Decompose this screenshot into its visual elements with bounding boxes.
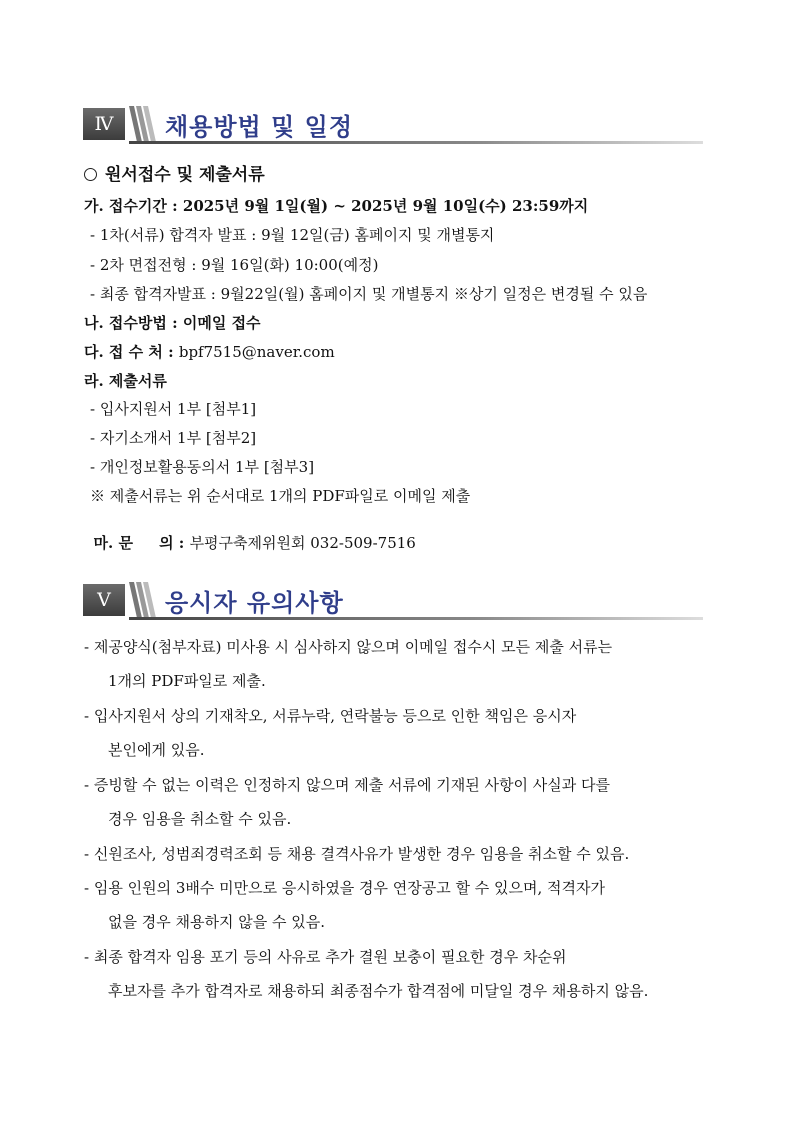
list-item: - 2차 면접전형 : 9월 16일(화) 10:00(예정) [90, 256, 379, 274]
list-item: - 자기소개서 1부 [첨부2] [90, 429, 257, 447]
section-underline [129, 141, 703, 144]
section-header-4 [83, 104, 703, 144]
list-item: - 입사지원서 1부 [첨부1] [90, 400, 257, 418]
notice-line: 1개의 PDF파일로 제출. [108, 672, 266, 690]
notice-line: - 입사지원서 상의 기재착오, 서류누락, 연락불능 등으로 인한 책임은 응시자 [84, 707, 577, 725]
item-ma [84, 514, 416, 553]
notice-line: 후보자를 추가 합격자로 채용하되 최종점수가 합격점에 미달일 경우 채용하지 않음. [108, 982, 649, 1000]
circle-bullet-icon [84, 168, 97, 181]
notice-line: - 임용 인원의 3배수 미만으로 응시하였을 경우 연장공고 할 수 있으며, 적격자가 [84, 879, 606, 897]
notice-line: - 최종 합격자 임용 포기 등의 사유로 추가 결원 보충이 필요한 경우 차순위 [84, 948, 567, 966]
notice-line: 없을 경우 채용하지 않을 수 있음. [108, 913, 325, 931]
list-item: - 최종 합격자발표 : 9월22일(월) 홈페이지 및 개별통지 ※상기 일정은 변경될 수 있음 [90, 285, 648, 303]
list-item: - 1차(서류) 합격자 발표 : 9월 12일(금) 홈페이지 및 개별통지 [90, 226, 495, 244]
note-item: ※ 제출서류는 위 순서대로 1개의 PDF파일로 이메일 제출 [90, 487, 471, 505]
item-na: 나. 접수방법 : 이메일 접수 [84, 314, 261, 332]
contact-info: 부평구축제위원회 032-509-7516 [189, 534, 416, 552]
item-ra: 라. 제출서류 [84, 372, 167, 390]
email-link[interactable]: bpf7515@naver.com [178, 343, 335, 361]
section-title: 채용방법 및 일정 [165, 113, 353, 141]
item-da-label: 다. 접 수 처 : [84, 343, 179, 361]
item-da [84, 341, 335, 362]
stripes-decoration-icon [129, 582, 159, 618]
notice-line: 본인에게 있음. [108, 741, 205, 759]
notice-line: - 제공양식(첨부자료) 미사용 시 심사하지 않으며 이메일 접수시 모든 제출 서류는 [84, 638, 613, 656]
list-item: - 개인정보활용동의서 1부 [첨부3] [90, 458, 315, 476]
notice-line: - 신원조사, 성범죄경력조회 등 채용 결격사유가 발생한 경우 임용을 취소할 수 있음. [84, 845, 630, 863]
section-number-badge: Ⅳ [83, 108, 125, 140]
section-number-badge: Ⅴ [83, 584, 125, 616]
section-underline [129, 617, 703, 620]
subheading [84, 160, 265, 185]
subheading-text: 원서접수 및 제출서류 [105, 165, 265, 185]
section-header-5 [83, 580, 703, 620]
notice-line: - 증빙할 수 없는 이력은 인정하지 않으며 제출 서류에 기재된 사항이 사실과 다를 [84, 776, 610, 794]
item-ma-label: 마. 문 의 : [93, 534, 190, 552]
section-title: 응시자 유의사항 [165, 589, 344, 617]
stripes-decoration-icon [129, 106, 159, 142]
item-ga: 가. 접수기간 : 2025년 9월 1일(월) ~ 2025년 9월 10일(수) 23:59까지 [84, 197, 589, 215]
notice-line: 경우 임용을 취소할 수 있음. [108, 810, 292, 828]
